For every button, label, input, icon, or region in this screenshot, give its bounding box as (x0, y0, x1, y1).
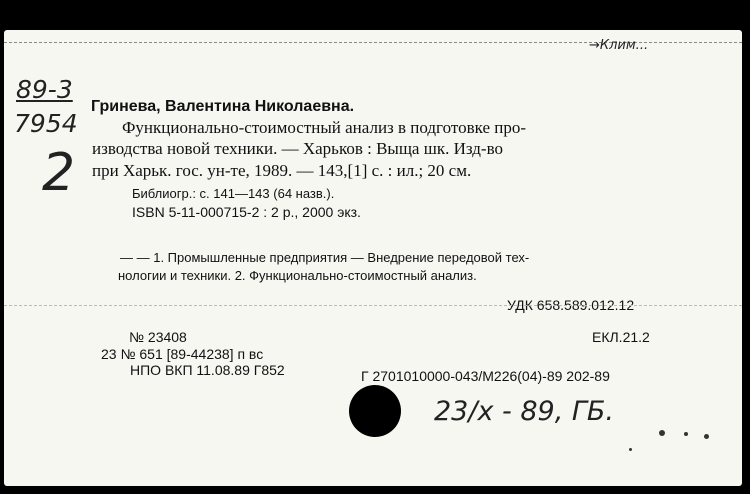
corner-stamp: →Клим... (589, 38, 649, 53)
bbk: ЕКЛ.21.2 (592, 329, 650, 345)
publisher-code: НПО ВКП 11.08.89 Г852 (130, 362, 285, 378)
code-line: Г 2701010000-043/М226(04)-89 202-89 (361, 368, 610, 384)
catalog-card (4, 30, 742, 486)
speck (659, 430, 665, 436)
title-line-1: Функционально-стоимостный анализ в подготовке про- (122, 118, 527, 137)
title-line-3: при Харьк. гос. ун-те, 1989. — 143,[1] с. : ил.; 20 см. (92, 161, 472, 180)
subjects-line-2: нологии и техники. 2. Функционально-стоимостный анализ. (118, 268, 477, 283)
handwritten-mark: 2 (42, 143, 76, 203)
order-line: 23 № 651 [89-44238] п вс (101, 346, 264, 362)
isbn: ISBN 5-11-000715-2 : 2 р., 2000 экз. (132, 204, 361, 220)
udk: УДК 658.589.012.12 (507, 297, 635, 313)
call-number-bottom: 7954 (14, 109, 78, 138)
subjects-line-1: — — 1. Промышленные предприятия — Внедрение передовой тех- (120, 250, 530, 265)
speck (629, 448, 632, 451)
author: Гринева, Валентина Николаевна. (91, 98, 355, 115)
punch-hole (349, 385, 401, 437)
card-number: № 23408 (129, 329, 187, 345)
call-number-top: 89-3 (16, 75, 73, 104)
speck (684, 432, 688, 436)
bibliography: Библиогр.: с. 141—143 (64 назв.). (132, 186, 335, 201)
handwritten-date: 23/x - 89, ГБ. (434, 396, 615, 427)
title-line-2: изводства новой техники. — Харьков : Выща шк. Изд-во (92, 139, 503, 158)
scan-line (4, 305, 742, 306)
speck (704, 434, 709, 439)
